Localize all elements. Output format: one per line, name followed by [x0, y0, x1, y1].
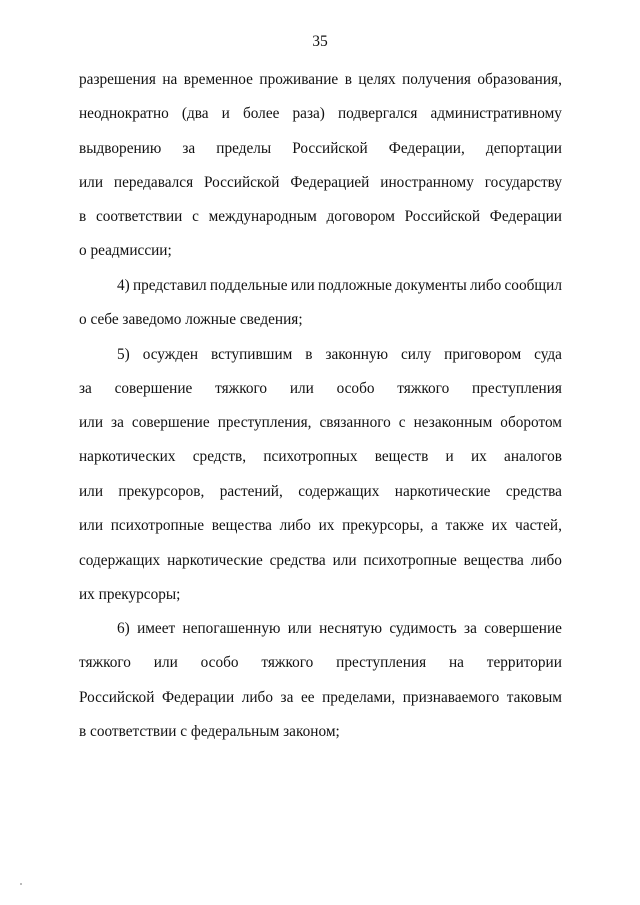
word: преступления,: [217, 414, 312, 431]
word: Российской: [79, 689, 155, 706]
word: оборотом: [500, 414, 562, 431]
word: совершение: [131, 414, 210, 431]
word: аналогов: [504, 448, 562, 465]
word: Российской: [404, 208, 481, 225]
word: проживание: [259, 71, 339, 88]
word: административному: [430, 105, 562, 122]
word: тяжкого: [215, 380, 268, 397]
word: тяжкого: [261, 654, 314, 671]
word: психотропные: [363, 552, 457, 569]
word: Федерации,: [388, 140, 465, 157]
word: в: [305, 346, 313, 363]
word: тяжкого: [397, 380, 450, 397]
word: о себе заведомо ложные сведения;: [79, 311, 303, 328]
word: иностранному: [380, 174, 474, 191]
word: средства: [505, 483, 562, 500]
word: документы: [395, 277, 467, 294]
text-line: [79, 516, 562, 536]
word: в соответствии с федеральным законом;: [79, 723, 340, 740]
word: психотропных: [263, 448, 358, 465]
word: непогашенную: [182, 620, 281, 637]
word: растений,: [219, 483, 283, 500]
word: неоднократно: [79, 105, 169, 122]
word: поддельные: [209, 277, 288, 294]
word: за: [182, 140, 196, 157]
word: подложные: [317, 277, 392, 294]
word: о реадмиссии;: [79, 242, 172, 259]
text-line: [79, 379, 562, 399]
word: их: [491, 517, 508, 534]
word: за: [79, 380, 92, 397]
word: содержащих: [298, 483, 380, 500]
word: средства: [269, 552, 326, 569]
text-line: [79, 585, 562, 605]
word: их: [470, 448, 487, 465]
word: или: [290, 277, 315, 294]
word: совершение: [484, 620, 562, 637]
word: особо: [336, 380, 375, 397]
word: территории: [486, 654, 562, 671]
word: судимость: [389, 620, 457, 637]
word: пределы: [216, 140, 272, 157]
word: в: [344, 71, 352, 88]
word: с: [398, 414, 406, 431]
word: международным: [208, 208, 317, 225]
word: подвергался: [337, 105, 418, 122]
word: либо: [530, 552, 562, 569]
word: передавался: [113, 174, 194, 191]
word: 4): [117, 277, 130, 294]
word: наркотические: [394, 483, 491, 500]
word: вещества: [463, 552, 524, 569]
word: неснятую: [319, 620, 382, 637]
text-line: [117, 276, 562, 296]
word: также: [445, 517, 484, 534]
word: средств,: [192, 448, 247, 465]
word: Федерации: [161, 689, 235, 706]
word: или: [332, 552, 357, 569]
word: раза): [292, 105, 325, 122]
word: либо: [279, 517, 311, 534]
word: и: [445, 448, 454, 465]
word: разрешения: [79, 71, 156, 88]
word: сообщил: [504, 277, 562, 294]
word: Российской: [204, 174, 280, 191]
word: государству: [484, 174, 562, 191]
word: либо: [470, 277, 502, 294]
word: прекурсоры,: [342, 517, 424, 534]
word: вещества: [211, 517, 272, 534]
word: признаваемого: [402, 689, 500, 706]
word: их прекурсоры;: [79, 586, 181, 603]
word: образования,: [477, 71, 562, 88]
text-line: [117, 619, 562, 639]
word: Федерацией: [290, 174, 370, 191]
word: суда: [534, 346, 562, 363]
word: или: [79, 517, 104, 534]
text-line: [117, 345, 562, 365]
word: договором: [326, 208, 395, 225]
page-number: 35: [312, 33, 328, 50]
text-line: [79, 241, 562, 261]
word: силу: [400, 346, 432, 363]
word: временное: [183, 71, 253, 88]
word: наркотических: [79, 448, 176, 465]
word: частей,: [515, 517, 562, 534]
text-line: [79, 653, 562, 673]
word: или: [79, 483, 104, 500]
word: представил: [132, 277, 207, 294]
word: депортации: [485, 140, 562, 157]
word: либо: [241, 689, 273, 706]
word: или: [287, 620, 312, 637]
word: с: [192, 208, 199, 225]
word: 5): [117, 346, 130, 363]
text-line: [79, 688, 562, 708]
text-line: [79, 173, 562, 193]
word: в: [79, 208, 87, 225]
word: преступления: [471, 380, 562, 397]
text-line: [79, 104, 562, 124]
word: соответствии: [95, 208, 183, 225]
word: тяжкого: [79, 654, 131, 671]
word: более: [242, 105, 280, 122]
word: преступления: [336, 654, 427, 671]
word: осужден: [142, 346, 199, 363]
word: имеет: [137, 620, 176, 637]
word: совершение: [114, 380, 193, 397]
word: и: [221, 105, 230, 122]
word: (два: [181, 105, 209, 122]
text-line: [79, 722, 562, 742]
word: законную: [325, 346, 389, 363]
text-line: [79, 207, 562, 227]
text-line: [79, 413, 562, 433]
word: или: [79, 174, 104, 191]
word: незаконным: [413, 414, 493, 431]
word: таковым: [506, 689, 562, 706]
word: или: [79, 414, 104, 431]
text-line: [79, 70, 562, 90]
word: или: [289, 380, 314, 397]
text-line: [79, 139, 562, 159]
word: веществ: [374, 448, 429, 465]
word: приговором: [444, 346, 522, 363]
text-line: [79, 551, 562, 571]
word: а: [431, 517, 438, 534]
word: Российской: [292, 140, 368, 157]
text-line: [79, 447, 562, 467]
word: Федерации: [489, 208, 562, 225]
word: за: [464, 620, 477, 637]
word: пределами,: [322, 689, 396, 706]
word: психотропные: [110, 517, 205, 534]
word: на: [162, 71, 178, 88]
word: прекурсоров,: [118, 483, 205, 500]
word: содержащих: [79, 552, 161, 569]
word: особо: [200, 654, 239, 671]
word: связанного: [319, 414, 391, 431]
text-line: [79, 482, 562, 502]
word: вступившим: [211, 346, 293, 363]
text-line: [79, 310, 562, 330]
word: 6): [117, 620, 130, 637]
word: их: [318, 517, 335, 534]
word: или: [153, 654, 178, 671]
word: получения: [402, 71, 471, 88]
word: целях: [358, 71, 396, 88]
scan-artifact: [20, 883, 22, 885]
word: на: [448, 654, 464, 671]
word: выдворению: [79, 140, 162, 157]
word: ее: [300, 689, 315, 706]
word: за: [111, 414, 124, 431]
word: за: [280, 689, 294, 706]
word: наркотические: [167, 552, 263, 569]
